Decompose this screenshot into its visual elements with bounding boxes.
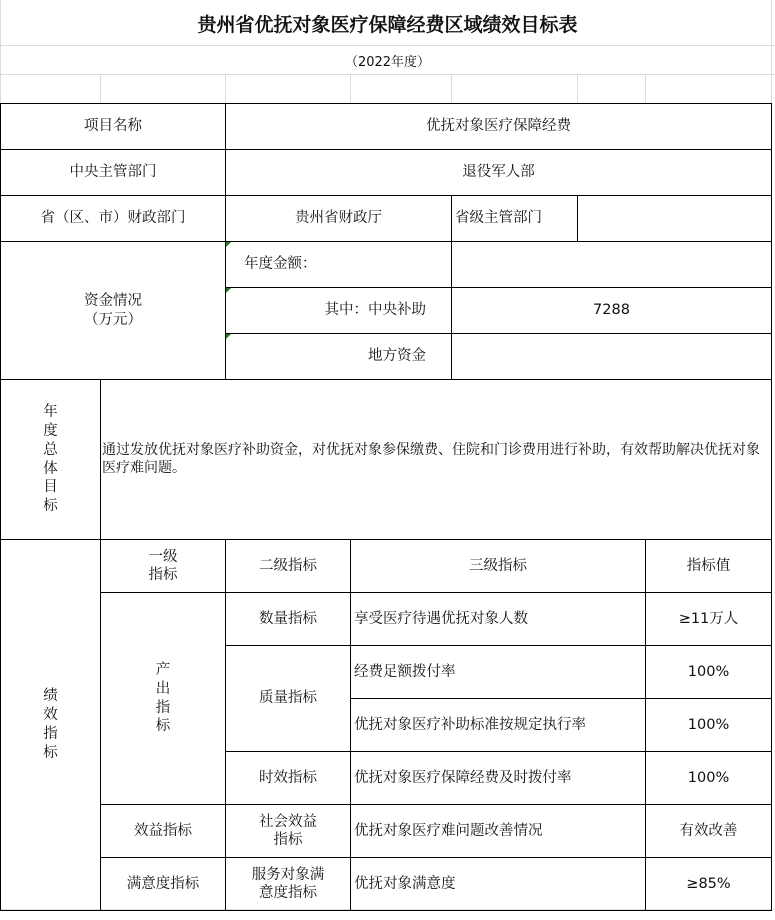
indicator-value: 100% — [646, 699, 772, 752]
annual-amount-label: 年度金额： — [226, 242, 452, 288]
indicator-name: 享受医疗待遇优抚对象人数 — [351, 593, 646, 646]
perf-indicators-label: 绩效指标 — [43, 688, 58, 761]
gridline — [577, 74, 578, 103]
social-benefit-indicators: 社会效益指标 — [258, 813, 317, 848]
header-level2: 二级指标 — [226, 540, 351, 593]
annual-goal-text: 通过发放优抚对象医疗补助资金，对优抚对象参保缴费、住院和门诊费用进行补助，有效帮助解决优抚对象医疗难问题。 — [101, 380, 772, 540]
benefit-indicators: 效益指标 — [101, 805, 226, 858]
output-indicators-cell — [101, 593, 226, 805]
indicator-value: ≥11万人 — [646, 593, 772, 646]
provincial-dept-label: 省级主管部门 — [452, 196, 578, 242]
page-title: 贵州省优抚对象医疗保障经费区域绩效目标表 — [197, 13, 578, 36]
indicator-value: 100% — [646, 646, 772, 699]
central-dept-label: 中央主管部门 — [1, 150, 226, 196]
local-funds-label: 地方资金 — [226, 334, 452, 380]
gridline — [100, 74, 101, 103]
indicator-value: 100% — [646, 752, 772, 805]
provincial-dept-value — [578, 196, 772, 242]
gridline — [0, 74, 775, 75]
social-benefit-cell — [226, 805, 351, 858]
year-label: （2022年度） — [344, 54, 431, 70]
quantity-indicators: 数量指标 — [226, 593, 351, 646]
satisfaction-indicators: 满意度指标 — [101, 858, 226, 911]
gridline — [350, 74, 351, 103]
service-satisfaction-cell — [226, 858, 351, 911]
service-satisfaction-indicators: 服务对象满意度指标 — [251, 866, 325, 901]
annual-goal-label: 年度总体目标 — [43, 403, 58, 515]
indicator-name: 优抚对象医疗补助标准按规定执行率 — [351, 699, 646, 752]
indicator-name: 优抚对象医疗难问题改善情况 — [351, 805, 646, 858]
indicator-name: 经费足额拨付率 — [351, 646, 646, 699]
header-value: 指标值 — [646, 540, 772, 593]
central-subsidy-value: 7288 — [452, 288, 772, 334]
header-level1: 一级指标 — [148, 548, 178, 583]
header-level3: 三级指标 — [351, 540, 646, 593]
project-name-label: 项目名称 — [1, 104, 226, 150]
gridline — [451, 74, 452, 103]
timeliness-indicators: 时效指标 — [226, 752, 351, 805]
indicator-name: 优抚对象满意度 — [351, 858, 646, 911]
central-dept-value: 退役军人部 — [226, 150, 772, 196]
local-funds-value — [452, 334, 772, 380]
central-subsidy-label: 其中：中央补助 — [226, 288, 452, 334]
quality-indicators: 质量指标 — [226, 646, 351, 752]
annual-amount-value — [452, 242, 772, 288]
performance-table — [0, 103, 772, 911]
annual-goal-label-cell — [1, 380, 101, 540]
indicator-value: 有效改善 — [646, 805, 772, 858]
finance-dept-value: 贵州省财政厅 — [226, 196, 452, 242]
indicator-value: ≥85% — [646, 858, 772, 911]
funds-label-cell — [1, 242, 226, 380]
indicator-name: 优抚对象医疗保障经费及时拨付率 — [351, 752, 646, 805]
gridline — [645, 74, 646, 103]
header-level1-cell — [101, 540, 226, 593]
project-name-value: 优抚对象医疗保障经费 — [226, 104, 772, 150]
funds-label: 资金情况（万元） — [83, 292, 142, 328]
finance-dept-label: 省（区、市）财政部门 — [1, 196, 226, 242]
output-indicators-label: 产出指标 — [155, 661, 171, 735]
perf-indicators-label-cell — [1, 540, 101, 911]
gridline — [225, 74, 226, 103]
